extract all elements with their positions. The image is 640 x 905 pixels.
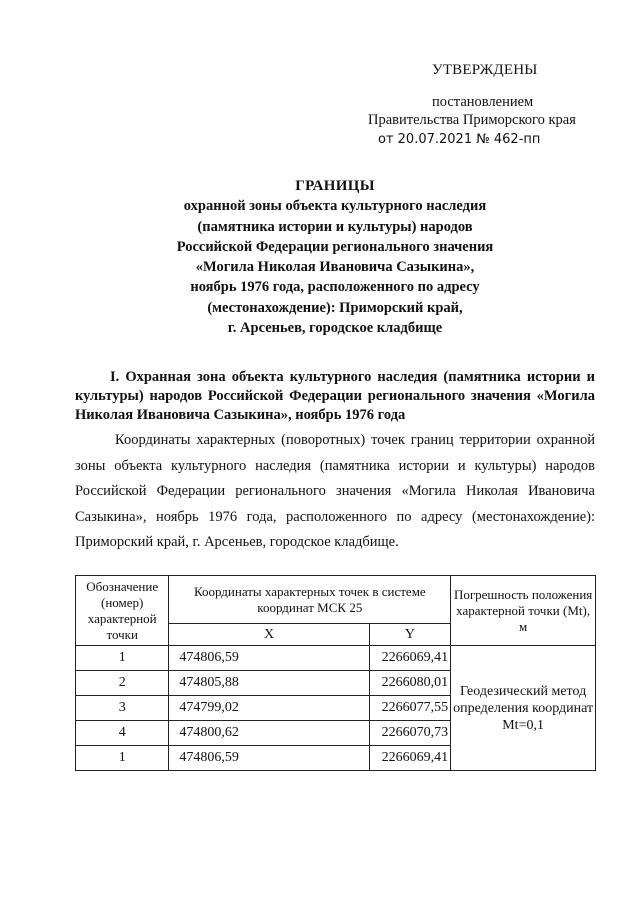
- header-coordinates: Координаты характерных точек в системе координат МСК 25: [169, 576, 451, 624]
- body-paragraph: Координаты характерных (поворотных) точек границ территории охранной зоны объекта культурного наследия (памятника истории и культуры) народов Российской Федерации регионального значения «Могила Николая Ивановича Сазыкина», ноябрь 1976 года, расположенного по адресу (местонахождение): Приморский край, г. Арсеньев, городское кладбище.: [75, 432, 595, 551]
- approval-date-number: от 20.07.2021 № 462-пп: [378, 132, 541, 147]
- coord-x: 474806,59: [169, 746, 369, 771]
- title-line: г. Арсеньев, городское кладбище: [227, 320, 443, 337]
- coord-y: 2266070,73: [369, 721, 451, 746]
- table-row: [76, 646, 596, 671]
- coord-x: 474805,88: [169, 671, 369, 696]
- coord-y: 2266080,01: [369, 671, 451, 696]
- title-line: «Могила Николая Ивановича Сазыкина»,: [195, 259, 475, 276]
- approval-heading: УТВЕРЖДЕНЫ: [432, 62, 538, 78]
- header-y: Y: [369, 624, 451, 646]
- document-title: [75, 176, 595, 338]
- coord-y: 2266069,41: [369, 746, 451, 771]
- title-line: охранной зоны объекта культурного наследия: [183, 198, 487, 215]
- point-number: 2: [76, 671, 169, 696]
- point-number: 1: [76, 646, 169, 671]
- title-line: (памятника истории и культуры) народов: [197, 218, 473, 235]
- coord-y: 2266069,41: [369, 646, 451, 671]
- title-main: ГРАНИЦЫ: [295, 178, 375, 194]
- accuracy-value: Геодезический метод определения координат Mt=0,1: [451, 646, 596, 771]
- header-x: X: [169, 624, 369, 646]
- approval-resolution: постановлением: [432, 94, 534, 110]
- title-line: (местонахождение): Приморский край,: [207, 299, 463, 316]
- point-number: 3: [76, 696, 169, 721]
- coord-x: 474799,02: [169, 696, 369, 721]
- header-point-number: Обозначение (номер) характерной точки: [76, 576, 169, 646]
- coord-x: 474800,62: [169, 721, 369, 746]
- approval-government: Правительства Приморского края: [368, 112, 576, 128]
- header-accuracy: Погрешность положения характерной точки (Mt), м: [451, 576, 596, 646]
- point-number: 4: [76, 721, 169, 746]
- point-number: 1: [76, 746, 169, 771]
- section-heading: I. Охранная зона объекта культурного наследия (памятника истории и культуры) народов Российской Федерации регионального значения «Могила Николая Ивановича Сазыкина», ноябрь 1976 года: [75, 369, 595, 423]
- title-line: ноябрь 1976 года, расположенного по адресу: [190, 279, 480, 296]
- coordinates-table: [75, 575, 596, 771]
- coord-x: 474806,59: [169, 646, 369, 671]
- title-line: Российской Федерации регионального значения: [176, 238, 494, 255]
- coord-y: 2266077,55: [369, 696, 451, 721]
